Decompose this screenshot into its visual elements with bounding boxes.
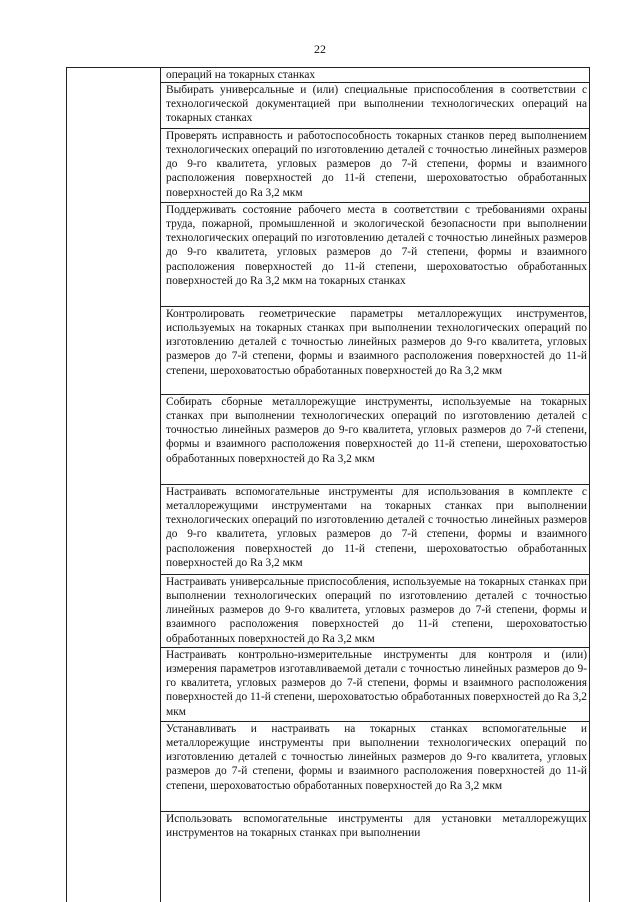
table-row-5: Собирать сборные металлорежущие инструменты, используемые на токарных станках при выполнении технологических операций по изготовлению деталей с точностью линейных размеров до 9-го квалитета, угловых размеров до 7-й степени, формы и взаимного расположения поверхностей до 11-й степени, шероховатостью обработанных поверхностей до Ra 3,2 мкм	[161, 395, 589, 485]
page-number: 22	[314, 42, 326, 56]
table-row-7: Настраивать универсальные приспособления, используемые на токарных станках при выполнении технологических операций по изготовлению деталей с точностью линейных размеров до 9-го квалитета, угловых размеров до 7-й степени, формы и взаимного расположения поверхностей до 11-й степени, шероховатостью обработанных поверхностей до Ra 3,2 мкм	[161, 575, 589, 648]
table-row-9: Устанавливать и настраивать на токарных станках вспомогательные и металлорежущие инструменты при выполнении технологических операций по изготовлению деталей с точностью линейных размеров до 9-го квалитета, угловых размеров до 7-й степени, формы и взаимного расположения поверхностей до 11-й степени, шероховатостью обработанных поверхностей до Ra 3,2 мкм	[161, 722, 589, 812]
table-row-8: Настраивать контрольно-измерительные инструменты для контроля и (или) измерения параметров изготавливаемой детали с точностью линейных размеров до 9-го квалитета, угловых размеров до 7-й степени, формы и взаимного расположения поверхностей до 11-й степени, шероховатостью обработанных поверхностей до Ra 3,2 мкм	[161, 648, 589, 722]
table-row-6: Настраивать вспомогательные инструменты для использования в комплекте с металлорежущими инструментами на токарных станках при выполнении технологических операций по изготовлению деталей с точностью линейных размеров до 9-го квалитета, угловых размеров до 7-й степени, формы и взаимного расположения поверхностей до 11-й степени, шероховатостью обработанных поверхностей до Ra 3,2 мкм	[161, 485, 589, 575]
table-row-10: Использовать вспомогательные инструменты для установки металлорежущих инструментов на токарных станках при выполнении	[166, 813, 587, 840]
table-row-4: Контролировать геометрические параметры металлорежущих инструментов, используемых на токарных станках при выполнении технологических операций по изготовлению деталей с точностью линейных размеров до 9-го квалитета, угловых размеров до 7-й степени, формы и взаимного расположения поверхностей до 11-й степени, шероховатостью обработанных поверхностей до Ra 3,2 мкм	[161, 307, 589, 395]
table-row-3: Поддерживать состояние рабочего места в соответствии с требованиями охраны труда, пожарной, промышленной и экологической безопасности при выполнении технологических операций по изготовлению деталей с точностью линейных размеров до 9-го квалитета, угловых размеров до 7-й степени, формы и взаимного расположения поверхностей до 11-й степени, шероховатостью обработанных поверхностей до Ra 3,2 мкм на токарных станках	[161, 203, 589, 307]
requirements-table	[66, 67, 590, 902]
table-row-0: операций на токарных станках	[161, 68, 589, 83]
table-right-column	[161, 68, 589, 852]
table-row-2: Проверять исправность и работоспособность токарных станков перед выполнением технологических операций по изготовлению деталей с точностью линейных размеров до 9-го квалитета, угловых размеров до 7-й степени, формы и взаимного расположения поверхностей до 11-й степени, шероховатостью обработанных поверхностей до Ra 3,2 мкм	[161, 129, 589, 203]
table-left-column	[67, 68, 161, 902]
table-row-1: Выбирать универсальные и (или) специальные приспособления в соответствии с технологической документацией при выполнении технологических операций на токарных станках	[161, 83, 589, 129]
